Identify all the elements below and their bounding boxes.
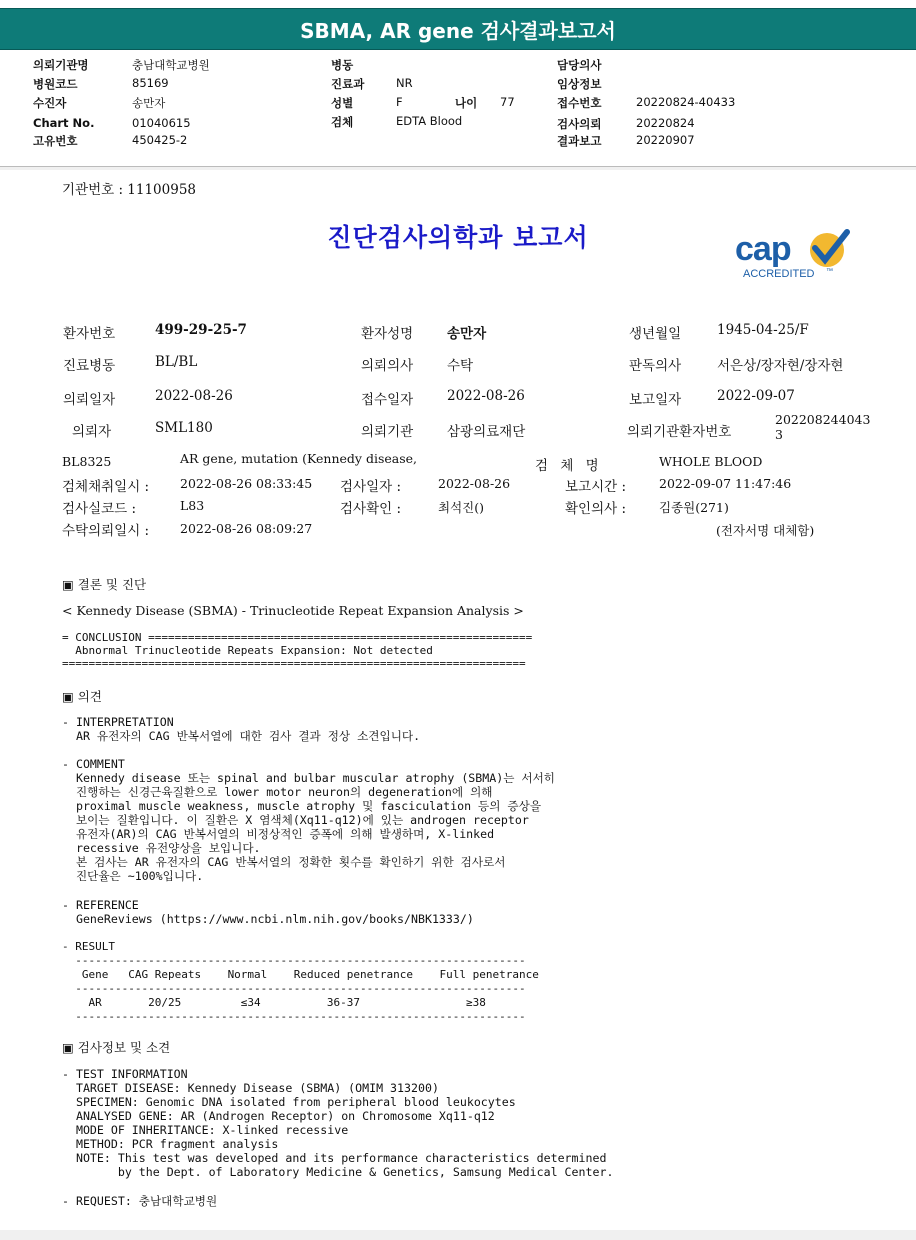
label-chart-no: Chart No.	[33, 116, 95, 130]
report-header-title: SBMA, AR gene 검사결과보고서	[0, 8, 916, 50]
section-heading-test-info: ▣ 검사정보 및 소견	[62, 1040, 171, 1055]
label-clinical-info: 임상정보	[557, 77, 602, 91]
label-age: 나이	[455, 96, 478, 110]
value-sex: F	[396, 95, 403, 109]
label-receipt-date: 접수일자	[361, 392, 414, 408]
label-reading-doctor: 판독의사	[629, 358, 682, 374]
label-patient-name: 환자성명	[361, 326, 414, 342]
value-specimen: EDTA Blood	[396, 114, 463, 128]
request-block: - REQUEST: 충남대학교병원	[62, 1194, 218, 1208]
reference-block: - REFERENCE GeneReviews (https://www.ncbi.nlm.nih.gov/books/NBK1333/)	[62, 898, 474, 926]
value-referring-institution-2: 삼광의료재단	[447, 424, 526, 440]
value-ward: BL/BL	[155, 354, 198, 370]
label-specimen-name: 검 체 명	[535, 458, 603, 474]
value-unique-no: 450425-2	[132, 133, 188, 147]
label-birthdate: 생년월일	[629, 326, 682, 342]
test-code: BL8325	[62, 454, 112, 469]
label-report-date: 보고일자	[629, 392, 682, 408]
label-result-report: 결과보고	[557, 134, 602, 148]
label-attending-doctor: 담당의사	[557, 58, 602, 72]
section-heading-opinion: ▣ 의견	[62, 689, 102, 704]
value-reading-doctor: 서은상/장자현/장자현	[717, 358, 844, 374]
test-information-block: - TEST INFORMATION TARGET DISEASE: Kennedy Disease (SBMA) (OMIM 313200) SPECIMEN: Genomic DNA isolated from peripheral blood leukocytes ANALYSED GENE: AR (Androgen Receptor) on Chromosome Xq11-q12 MODE OF INHERITANCE: X-linked recessive METHOD: PCR fragment analysis NOTE: This test was developed and its performance characteristics determined by the Dept. of Laboratory Medicine & Genetics, Samsung Medical Center.	[62, 1067, 614, 1179]
label-test-request: 검사의뢰	[557, 117, 602, 131]
report-title: 진단검사의학과 보고서	[327, 223, 589, 252]
label-specimen: 검체	[331, 115, 354, 129]
conclusion-block: = CONCLUSION ========================================================== Abnormal Trinucleotide Repeats Expansion: Not detected ======================================================================	[62, 631, 533, 670]
value-result-report: 20220907	[636, 133, 695, 147]
value-test-request: 20220824	[636, 116, 695, 130]
value-age: 77	[500, 95, 515, 109]
analysis-title: < Kennedy Disease (SBMA) - Trinucleotide Repeat Expansion Analysis >	[62, 603, 524, 618]
value-examinee: 송만자	[132, 96, 166, 110]
value-collection-time: 2022-08-26 08:33:45	[180, 476, 313, 491]
label-ward: 진료병동	[63, 358, 116, 374]
cap-tm: ™	[826, 268, 833, 275]
value-hospital-code: 85169	[132, 76, 169, 90]
value-birthdate: 1945-04-25/F	[717, 322, 809, 338]
label-ward: 병동	[331, 58, 354, 72]
value-department: NR	[396, 76, 413, 90]
section-heading-conclusion: ▣ 결론 및 진단	[62, 577, 147, 592]
report-document	[0, 170, 916, 1230]
label-lab-code: 검사실코드 :	[62, 501, 137, 517]
label-receipt-no: 접수번호	[557, 96, 602, 110]
value-report-time: 2022-09-07 11:47:46	[659, 476, 792, 491]
value-referring-doctor: 수탁	[447, 358, 474, 374]
label-unique-no: 고유번호	[33, 134, 78, 148]
label-examinee: 수진자	[33, 96, 67, 110]
label-referring-institution-2: 의뢰기관	[361, 424, 414, 440]
value-specimen-name: WHOLE BLOOD	[659, 454, 763, 469]
value-patient-no: 499-29-25-7	[155, 322, 247, 338]
label-collection-time: 검체채취일시 :	[62, 479, 150, 495]
label-department: 진료과	[331, 77, 365, 91]
value-requester: SML180	[155, 420, 213, 436]
label-requester: 의뢰자	[72, 424, 112, 440]
institution-number: 기관번호 : 11100958	[62, 182, 197, 198]
report-header	[0, 0, 916, 167]
value-request-date: 2022-08-26	[155, 388, 233, 404]
value-test-date: 2022-08-26	[438, 476, 511, 491]
cap-logo-text: cap	[735, 230, 791, 268]
label-test-date: 검사일자 :	[340, 479, 402, 495]
label-report-time: 보고시간 :	[565, 479, 627, 495]
label-referring-institution: 의뢰기관명	[33, 58, 89, 72]
value-receipt-date: 2022-08-26	[447, 388, 525, 404]
result-table: - RESULT -------------------------------------------------------------------- Gene CAG Repeats Normal Reduced penetrance Full penetrance -------------------------------------------------------------------- AR 20/25 ≤34 36-37 ≥38 --------------------------------------------------------------------	[62, 940, 539, 1023]
value-outsource-request-time: 2022-08-26 08:09:27	[180, 521, 313, 536]
label-request-date: 의뢰일자	[63, 392, 116, 408]
value-confirm-doctor: 김종원(271)	[659, 500, 729, 515]
value-institution-patient-no: 202208244043 3	[775, 412, 871, 442]
comment-block: - COMMENT Kennedy disease 또는 spinal and bulbar muscular atrophy (SBMA)는 서서히 진행하는 신경근육질환으로 lower motor neuron의 degeneration에 의해 proximal muscle weakness, muscle atrophy 및 fasciculation 등의 증상을 보이는 질환입니다. 이 질환은 X 염색체(Xq11-q12)에 있는 androgen receptor 유전자(AR)의 CAG 반복서열의 비정상적인 증폭에 의해 발생하며, X-linked recessive 유전양상을 보입니다. 본 검사는 AR 유전자의 CAG 반복서열의 정확한 횟수를 확인하기 위한 검사로서 진단율은 ~100%입니다.	[62, 757, 555, 883]
value-test-confirm: 최석진()	[438, 500, 484, 515]
value-receipt-no: 20220824-40433	[636, 95, 736, 109]
label-sex: 성별	[331, 96, 354, 110]
cap-accredited-text: ACCREDITED	[743, 268, 815, 280]
label-outsource-request-time: 수탁의뢰일시 :	[62, 523, 150, 539]
value-chart-no: 01040615	[132, 116, 191, 130]
label-test-confirm: 검사확인 :	[340, 501, 402, 517]
label-patient-no: 환자번호	[63, 326, 116, 342]
cap-accredited-logo	[733, 226, 853, 284]
value-patient-name: 송만자	[447, 326, 487, 342]
value-lab-code: L83	[180, 498, 205, 513]
test-name: AR gene, mutation (Kennedy disease,	[180, 451, 418, 466]
label-institution-patient-no: 의뢰기관환자번호	[627, 424, 732, 440]
label-referring-doctor: 의뢰의사	[361, 358, 414, 374]
interpretation-block: - INTERPRETATION AR 유전자의 CAG 반복서열에 대한 검사 결과 정상 소견입니다.	[62, 715, 421, 743]
electronic-signature-note: (전자서명 대체함)	[716, 523, 815, 538]
value-report-date: 2022-09-07	[717, 388, 795, 404]
label-hospital-code: 병원코드	[33, 77, 78, 91]
label-confirm-doctor: 확인의사 :	[565, 501, 627, 517]
value-referring-institution: 충남대학교병원	[132, 58, 210, 72]
